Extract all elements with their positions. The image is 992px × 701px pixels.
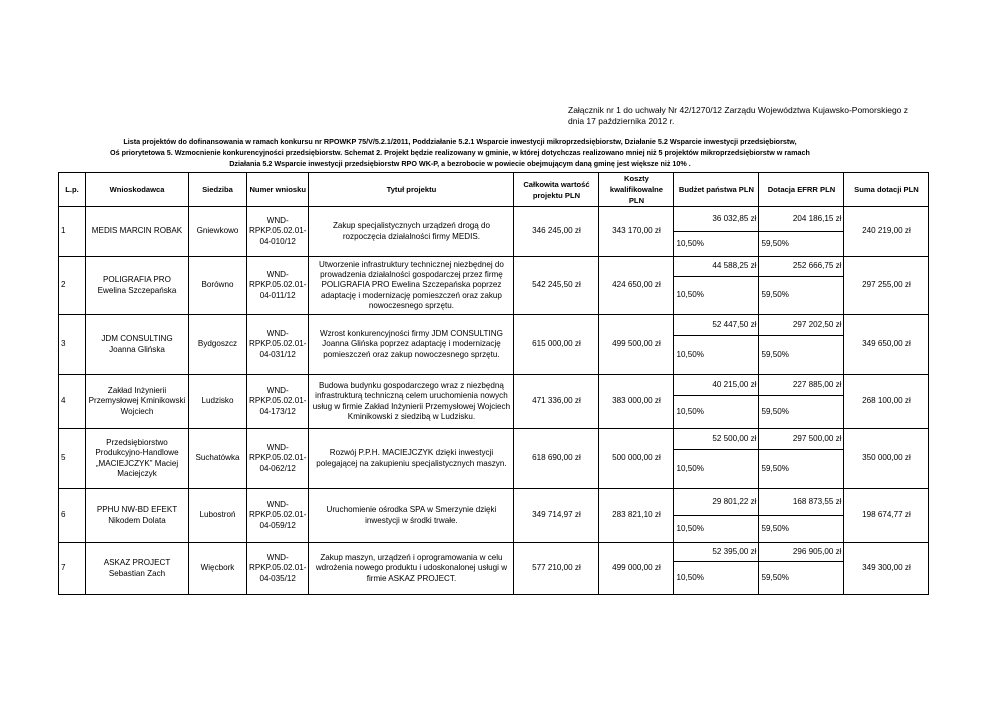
cell-number: WND-RPKP.05.02.01-04-010/12	[247, 207, 309, 257]
cell-title: Zakup specjalistycznych urządzeń drogą do rozpoczęcia działalności firmy MEDIS.	[309, 207, 514, 257]
cell-total: 618 690,00 zł	[514, 429, 599, 489]
cell-efrr-pct: 59,50%	[759, 336, 844, 375]
cell-lp: 7	[59, 543, 86, 595]
cell-efrr: 204 186,15 zł	[759, 207, 844, 232]
cell-applicant: JDM CONSULTING Joanna Glińska	[86, 315, 189, 375]
cell-efrr-pct: 59,50%	[759, 277, 844, 315]
header-sum: Suma dotacji PLN	[844, 173, 929, 207]
header-number: Numer wniosku	[247, 173, 309, 207]
cell-applicant: ASKAZ PROJECT Sebastian Zach	[86, 543, 189, 595]
table-row	[59, 489, 929, 516]
cell-eligible: 424 650,00 zł	[599, 257, 674, 315]
cell-efrr: 168 873,55 zł	[759, 489, 844, 516]
cell-lp: 6	[59, 489, 86, 543]
annex-line-2: dnia 17 października 2012 r.	[568, 116, 675, 126]
header-state: Budżet państwa PLN	[674, 173, 759, 207]
header-eligible: Koszty kwalifikowalne PLN	[599, 173, 674, 207]
cell-seat: Więcbork	[189, 543, 247, 595]
table-row	[59, 207, 929, 232]
cell-lp: 3	[59, 315, 86, 375]
cell-efrr: 252 666,75 zł	[759, 257, 844, 277]
cell-total: 349 714,97 zł	[514, 489, 599, 543]
cell-state-pct: 10,50%	[674, 516, 759, 543]
header-applicant: Wnioskodawca	[86, 173, 189, 207]
cell-state: 40 215,00 zł	[674, 375, 759, 396]
cell-number: WND-RPKP.05.02.01-04-035/12	[247, 543, 309, 595]
cell-lp: 1	[59, 207, 86, 257]
cell-state-pct: 10,50%	[674, 277, 759, 315]
cell-total: 615 000,00 zł	[514, 315, 599, 375]
cell-title: Wzrost konkurencyjności firmy JDM CONSULTING Joanna Glińska poprzez adaptację i modernizację pomieszczeń oraz zakup nowoczesnego sprzętu.	[309, 315, 514, 375]
cell-efrr: 297 202,50 zł	[759, 315, 844, 336]
cell-state: 36 032,85 zł	[674, 207, 759, 232]
cell-efrr: 297 500,00 zł	[759, 429, 844, 450]
header-title: Tytuł projektu	[309, 173, 514, 207]
cell-state-pct: 10,50%	[674, 232, 759, 257]
cell-seat: Bydgoszcz	[189, 315, 247, 375]
projects-table	[58, 172, 929, 595]
cell-eligible: 343 170,00 zł	[599, 207, 674, 257]
table-row	[59, 257, 929, 277]
cell-seat: Gniewkowo	[189, 207, 247, 257]
cell-state: 52 500,00 zł	[674, 429, 759, 450]
table-header-row	[59, 173, 929, 207]
cell-number: WND-RPKP.05.02.01-04-062/12	[247, 429, 309, 489]
cell-eligible: 499 000,00 zł	[599, 543, 674, 595]
cell-efrr: 227 885,00 zł	[759, 375, 844, 396]
header-efrr: Dotacja EFRR PLN	[759, 173, 844, 207]
heading-line-1: Lista projektów do dofinansowania w ramach konkursu nr RPOWKP 75/V/5.2.1/2011, Poddziałanie 5.2.1 Wsparcie inwestycji mikroprzedsiębiorstw, Działanie 5.2 Wsparcie inwestycji przedsiębiorstw,	[123, 137, 797, 146]
cell-state-pct: 10,50%	[674, 396, 759, 429]
cell-applicant: MEDIS MARCIN ROBAK	[86, 207, 189, 257]
table-row	[59, 375, 929, 396]
cell-title: Zakup maszyn, urządzeń i oprogramowania w celu wdrożenia nowego produktu i udoskonalonej usługi w firmie ASKAZ PROJECT.	[309, 543, 514, 595]
cell-sum: 349 300,00 zł	[844, 543, 929, 595]
cell-applicant: PPHU NW-BD EFEKT Nikodem Dolata	[86, 489, 189, 543]
cell-efrr-pct: 59,50%	[759, 396, 844, 429]
cell-sum: 350 000,00 zł	[844, 429, 929, 489]
cell-total: 577 210,00 zł	[514, 543, 599, 595]
cell-state: 44 588,25 zł	[674, 257, 759, 277]
cell-eligible: 283 821,10 zł	[599, 489, 674, 543]
table-row	[59, 315, 929, 336]
cell-seat: Borówno	[189, 257, 247, 315]
cell-efrr-pct: 59,50%	[759, 516, 844, 543]
header-seat: Siedziba	[189, 173, 247, 207]
cell-number: WND-RPKP.05.02.01-04-011/12	[247, 257, 309, 315]
cell-sum: 198 674,77 zł	[844, 489, 929, 543]
heading-line-2: Oś priorytetowa 5. Wzmocnienie konkurencyjności przedsiębiorstw. Schemat 2. Projekt będzie realizowany w gminie, w której dotychczas realizowano mniej niż 5 projektów mikroprzedsiębiorstw w ramach	[110, 148, 810, 157]
table-row	[59, 543, 929, 562]
cell-eligible: 500 000,00 zł	[599, 429, 674, 489]
cell-state: 52 395,00 zł	[674, 543, 759, 562]
cell-number: WND-RPKP.05.02.01-04-059/12	[247, 489, 309, 543]
cell-lp: 5	[59, 429, 86, 489]
cell-efrr-pct: 59,50%	[759, 450, 844, 489]
cell-sum: 268 100,00 zł	[844, 375, 929, 429]
cell-applicant: Przedsiębiorstwo Produkcyjno-Handlowe „MACIEJCZYK” Maciej Maciejczyk	[86, 429, 189, 489]
cell-state: 29 801,22 zł	[674, 489, 759, 516]
cell-state-pct: 10,50%	[674, 562, 759, 595]
cell-sum: 240 219,00 zł	[844, 207, 929, 257]
cell-title: Rozwój P.P.H. MACIEJCZYK dzięki inwestycji polegającej na zakupieniu specjalistycznych maszyn.	[309, 429, 514, 489]
header-total: Całkowita wartość projektu PLN	[514, 173, 599, 207]
cell-title: Uruchomienie ośrodka SPA w Smerzynie dzięki inwestycji w środki trwałe.	[309, 489, 514, 543]
table-row	[59, 429, 929, 450]
cell-state: 52 447,50 zł	[674, 315, 759, 336]
cell-efrr-pct: 59,50%	[759, 232, 844, 257]
cell-efrr-pct: 59,50%	[759, 562, 844, 595]
cell-state-pct: 10,50%	[674, 450, 759, 489]
header-lp: L.p.	[59, 173, 86, 207]
cell-seat: Suchatówka	[189, 429, 247, 489]
cell-title: Budowa budynku gospodarczego wraz z niezbędną infrastrukturą techniczną celem uruchomienia nowych usług w firmie Zakład Inżynierii Przemysłowej Wojciech Kminikowski z siedzibą w Ludzisku.	[309, 375, 514, 429]
document-heading	[60, 136, 860, 169]
cell-total: 542 245,50 zł	[514, 257, 599, 315]
cell-total: 346 245,00 zł	[514, 207, 599, 257]
cell-lp: 2	[59, 257, 86, 315]
cell-number: WND-RPKP.05.02.01-04-031/12	[247, 315, 309, 375]
cell-eligible: 499 500,00 zł	[599, 315, 674, 375]
cell-efrr: 296 905,00 zł	[759, 543, 844, 562]
cell-sum: 297 255,00 zł	[844, 257, 929, 315]
cell-title: Utworzenie infrastruktury technicznej niezbędnej do prowadzenia działalności gospodarczej przez firmę POLIGRAFIA PRO Ewelina Szczepańska poprzez adaptację i modernizację pomieszczeń oraz zakup nowoczesnego sprzętu.	[309, 257, 514, 315]
cell-applicant: Zakład Inżynierii Przemysłowej Kminikowski Wojciech	[86, 375, 189, 429]
annex-line-1: Załącznik nr 1 do uchwały Nr 42/1270/12 Zarządu Województwa Kujawsko-Pomorskiego z	[568, 105, 909, 115]
cell-sum: 349 650,00 zł	[844, 315, 929, 375]
cell-applicant: POLIGRAFIA PRO Ewelina Szczepańska	[86, 257, 189, 315]
cell-seat: Lubostroń	[189, 489, 247, 543]
cell-lp: 4	[59, 375, 86, 429]
cell-number: WND-RPKP.05.02.01-04-173/12	[247, 375, 309, 429]
cell-state-pct: 10,50%	[674, 336, 759, 375]
annex-note	[568, 105, 968, 127]
cell-total: 471 336,00 zł	[514, 375, 599, 429]
cell-eligible: 383 000,00 zł	[599, 375, 674, 429]
cell-seat: Ludzisko	[189, 375, 247, 429]
heading-line-3: Działania 5.2 Wsparcie inwestycji przedsiębiorstw RPO WK-P, a bezrobocie w powiecie obejmującym daną gminę jest większe niż 10% .	[229, 159, 691, 168]
